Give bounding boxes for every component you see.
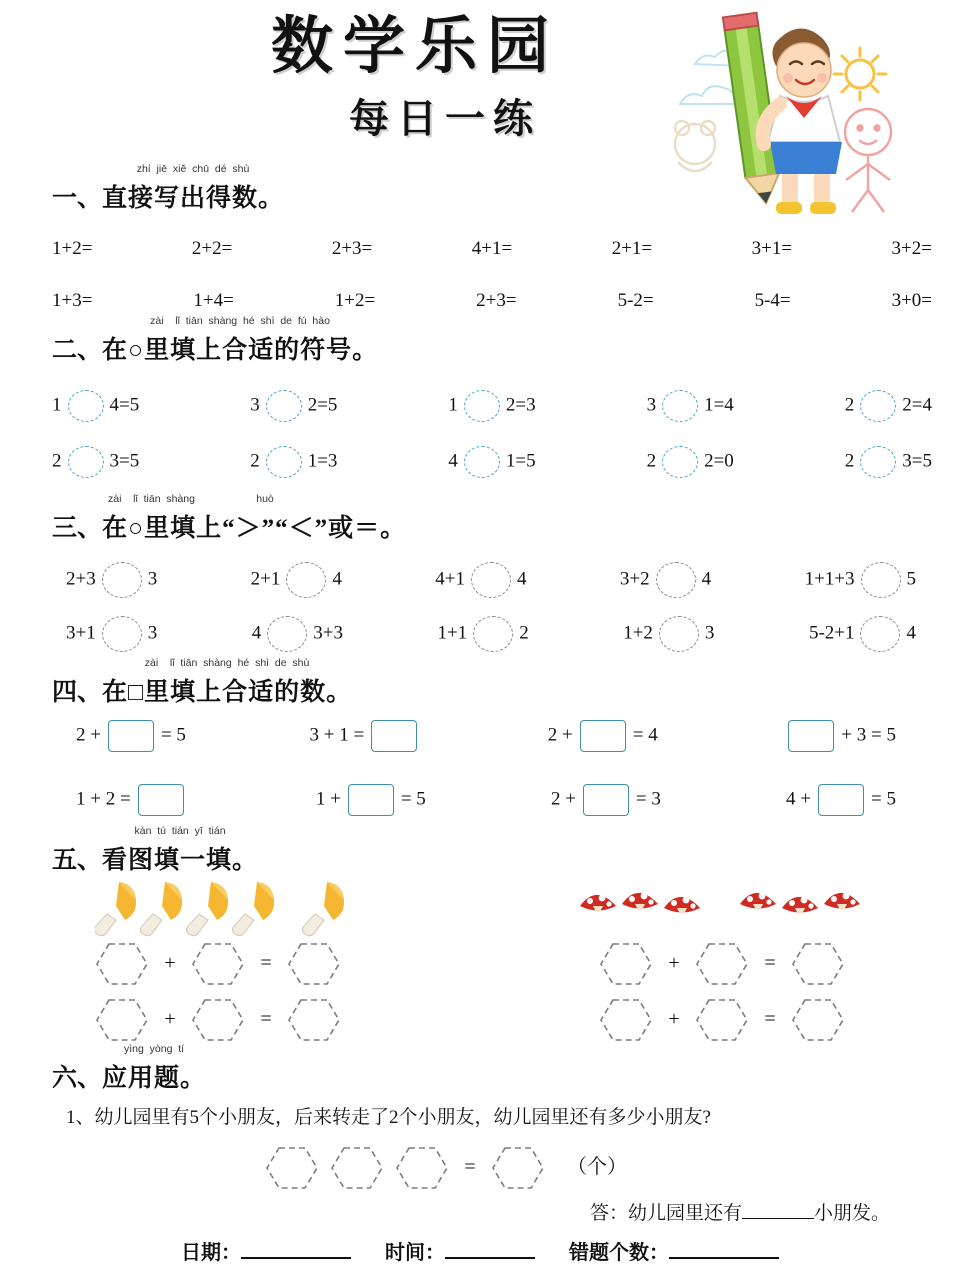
fill-item: 1 4=5 bbox=[52, 390, 139, 422]
answer-circle[interactable] bbox=[68, 446, 104, 478]
blank-item: 2 + = 4 bbox=[548, 720, 658, 752]
section-heading-4: 四、 zài lǐ tiān shàng hé shì de shù 在□里填上合适的数。 bbox=[52, 657, 353, 706]
answer-hexagon[interactable] bbox=[288, 998, 340, 1042]
compare-item: 1+1 2 bbox=[437, 616, 528, 652]
answer-box[interactable] bbox=[371, 720, 417, 752]
answer-hexagon[interactable] bbox=[192, 998, 244, 1042]
answer-hexagon[interactable] bbox=[96, 998, 148, 1042]
date-field: 日期： bbox=[181, 1236, 351, 1265]
answer-circle[interactable] bbox=[662, 446, 698, 478]
page-subtitle: 每日一练 bbox=[349, 95, 541, 143]
page-title: 数学乐园 bbox=[270, 9, 559, 82]
pinyin-4: zài lǐ tiān shàng hé shì de shù bbox=[144, 657, 310, 669]
wrong-count-blank[interactable] bbox=[669, 1239, 779, 1259]
answer-circle[interactable] bbox=[860, 616, 900, 652]
answer-circle[interactable] bbox=[659, 616, 699, 652]
blank-item: 1 + = 5 bbox=[316, 784, 426, 816]
answer-circle[interactable] bbox=[464, 446, 500, 478]
answer-hexagon[interactable] bbox=[288, 942, 340, 986]
fill-item: 2 3=5 bbox=[52, 446, 139, 478]
answer-circle[interactable] bbox=[662, 390, 698, 422]
blank-item: 4 + = 5 bbox=[786, 784, 896, 816]
compare-item: 4+1 4 bbox=[435, 562, 526, 598]
mushroom-group-right bbox=[578, 886, 878, 937]
blank-item: 3 + 1 = bbox=[310, 720, 425, 752]
answer-circle[interactable] bbox=[473, 616, 513, 652]
worksheet-title-block bbox=[180, 10, 650, 144]
fill-item: 2 2=4 bbox=[845, 390, 932, 422]
compare-item: 1+1+3 5 bbox=[805, 562, 916, 598]
fill-item: 3 2=5 bbox=[250, 390, 337, 422]
answer-circle[interactable] bbox=[286, 562, 326, 598]
pinyin-2: zài lǐ tiān shàng hé shì de fú hào bbox=[150, 315, 330, 327]
pinyin-1: zhí jiē xiě chū dé shù bbox=[136, 163, 250, 175]
blank-item: + 3 = 5 bbox=[781, 720, 896, 752]
compare-item: 3+1 3 bbox=[66, 616, 157, 652]
unit-label: （个） bbox=[567, 1155, 627, 1178]
pinyin-3: zài lǐ tiān shàng huò bbox=[108, 493, 274, 505]
compare-item: 2+1 4 bbox=[251, 562, 342, 598]
compare-item: 2+3 3 bbox=[66, 562, 157, 598]
section1-row-2: 1+3= 1+4= 1+2= 2+3= 5-2= 5-4= 3+0= bbox=[52, 290, 932, 311]
blank-item: 2 + = 3 bbox=[551, 784, 661, 816]
section-heading-5: 五、 kàn tú tián yī tián 看图填一填。 bbox=[52, 825, 259, 874]
section-heading-2: 二、 zài lǐ tiān shàng hé shì de fú hào 在○里填上合适的符号。 bbox=[52, 315, 379, 364]
compare-item: 5-2+1 4 bbox=[809, 616, 916, 652]
section4-row-1 bbox=[76, 720, 896, 752]
fill-item: 2 3=5 bbox=[845, 446, 932, 478]
answer-circle[interactable] bbox=[860, 446, 896, 478]
section-heading-6: 六、 yìng yòng tí 应用题。 bbox=[52, 1043, 207, 1092]
fill-item: 1 2=3 bbox=[448, 390, 535, 422]
section3-row-2 bbox=[66, 616, 916, 652]
answer-circle[interactable] bbox=[102, 562, 142, 598]
answer-hexagon[interactable] bbox=[396, 1146, 448, 1190]
fill-item: 3 1=4 bbox=[647, 390, 734, 422]
time-blank[interactable] bbox=[445, 1239, 535, 1259]
word-problem-equation: = （个） bbox=[262, 1146, 627, 1190]
answer-circle[interactable] bbox=[471, 562, 511, 598]
answer-box[interactable] bbox=[788, 720, 834, 752]
answer-box[interactable] bbox=[138, 784, 184, 816]
section2-row-1 bbox=[52, 390, 932, 422]
answer-hexagon[interactable] bbox=[696, 942, 748, 986]
section5-left-eq-2: + = bbox=[92, 998, 344, 1042]
answer-hexagon[interactable] bbox=[492, 1146, 544, 1190]
compare-item: 3+2 4 bbox=[620, 562, 711, 598]
answer-box[interactable] bbox=[108, 720, 154, 752]
answer-circle[interactable] bbox=[861, 562, 901, 598]
word-problem-text: 1、幼儿园里有5个小朋友，后来转走了2个小朋友，幼儿园里还有多少小朋友? bbox=[66, 1107, 711, 1128]
fill-item: 2 2=0 bbox=[647, 446, 734, 478]
blank-item: 2 + = 5 bbox=[76, 720, 186, 752]
answer-circle[interactable] bbox=[656, 562, 696, 598]
answer-circle[interactable] bbox=[266, 446, 302, 478]
section-heading-1: 一、 zhí jiē xiě chū dé shù 直接写出得数。 bbox=[52, 163, 285, 212]
answer-hexagon[interactable] bbox=[266, 1146, 318, 1190]
pinyin-6: yìng yòng tí bbox=[123, 1043, 185, 1055]
answer-hexagon[interactable] bbox=[192, 942, 244, 986]
compare-item: 1+2 3 bbox=[623, 616, 714, 652]
section2-row-2 bbox=[52, 446, 932, 478]
time-field: 时间： bbox=[385, 1236, 535, 1265]
answer-box[interactable] bbox=[583, 784, 629, 816]
section4-row-2 bbox=[76, 784, 896, 816]
section-heading-3: 三、 zài lǐ tiān shàng huò 在○里填上“＞”“＜”或＝。 bbox=[52, 508, 406, 544]
section1-row-1: 1+2= 2+2= 2+3= 4+1= 2+1= 3+1= 3+2= bbox=[52, 238, 932, 259]
answer-box[interactable] bbox=[580, 720, 626, 752]
blank-item: 1 + 2 = bbox=[76, 784, 191, 816]
footer-fields bbox=[0, 1236, 960, 1265]
answer-hexagon[interactable] bbox=[792, 942, 844, 986]
wrong-count-field: 错题个数： bbox=[569, 1236, 779, 1265]
section5-right-eq-1: + = bbox=[596, 942, 848, 986]
fill-item: 4 1=5 bbox=[448, 446, 535, 478]
answer-hexagon[interactable] bbox=[600, 942, 652, 986]
answer-circle[interactable] bbox=[102, 616, 142, 652]
date-blank[interactable] bbox=[241, 1239, 351, 1259]
answer-hexagon[interactable] bbox=[792, 998, 844, 1042]
section3-row-1 bbox=[66, 562, 916, 598]
answer-circle[interactable] bbox=[464, 390, 500, 422]
section5-left-eq-1: + = bbox=[92, 942, 344, 986]
answer-hexagon[interactable] bbox=[600, 998, 652, 1042]
answer-box[interactable] bbox=[818, 784, 864, 816]
drumstick-group-left bbox=[95, 878, 355, 943]
answer-hexagon[interactable] bbox=[331, 1146, 383, 1190]
answer-circle[interactable] bbox=[266, 390, 302, 422]
answer-hexagon[interactable] bbox=[696, 998, 748, 1042]
answer-box[interactable] bbox=[348, 784, 394, 816]
answer-circle[interactable] bbox=[860, 390, 896, 422]
pinyin-5: kàn tú tián yī tián bbox=[134, 825, 226, 837]
answer-circle[interactable] bbox=[267, 616, 307, 652]
boy-with-pencil-icon bbox=[660, 4, 950, 224]
answer-blank[interactable] bbox=[742, 1218, 814, 1219]
fill-item: 2 1=3 bbox=[250, 446, 337, 478]
section5-right-eq-2: + = bbox=[596, 998, 848, 1042]
answer-hexagon[interactable] bbox=[96, 942, 148, 986]
answer-circle[interactable] bbox=[68, 390, 104, 422]
compare-item: 4 3+3 bbox=[252, 616, 343, 652]
answer-sentence: 答：幼儿园里还有 小朋发。 bbox=[590, 1203, 891, 1224]
